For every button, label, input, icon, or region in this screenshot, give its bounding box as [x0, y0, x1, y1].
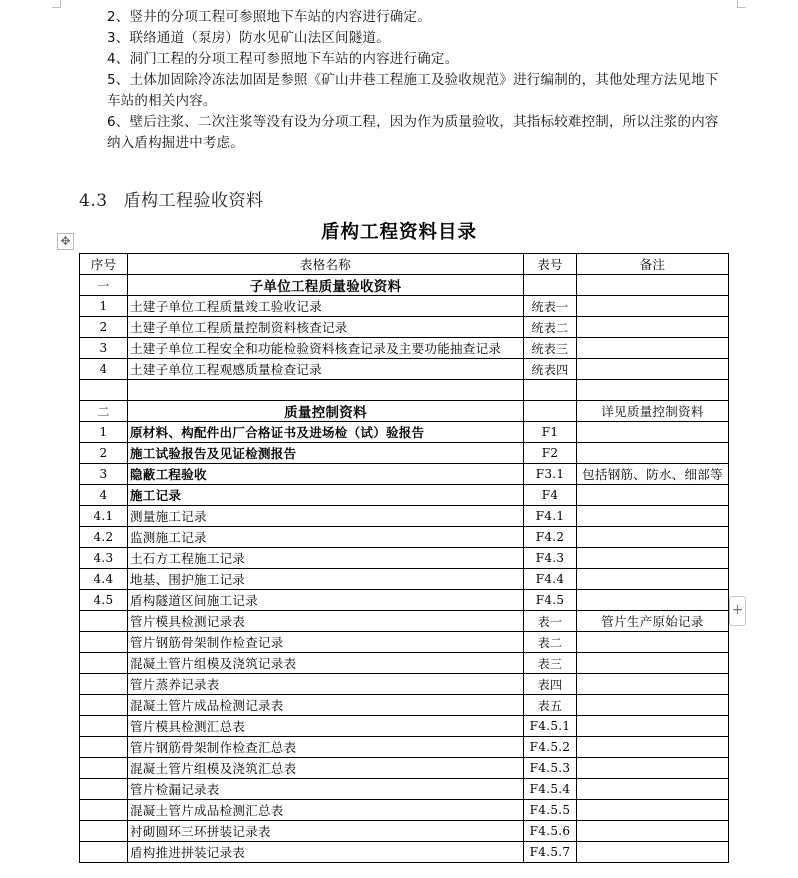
table-row: [80, 527, 729, 548]
cell-note: [577, 443, 729, 464]
cell-name: 混凝土管片成品检测汇总表: [128, 800, 524, 821]
cell-seq: [80, 842, 128, 863]
table-row: [80, 275, 729, 296]
cell-code: F1: [524, 422, 577, 443]
cell-note: [577, 527, 729, 548]
table-row: [80, 716, 729, 737]
cell-name: 原材料、构配件出厂合格证书及进场检（试）验报告: [128, 422, 524, 443]
table-title: 盾构工程资料目录: [320, 222, 477, 243]
section-heading: [79, 186, 264, 211]
cell-seq: 4: [80, 359, 128, 380]
cell-seq: [80, 821, 128, 842]
cell-name: 土石方工程施工记录: [128, 548, 524, 569]
cell-note: [577, 758, 729, 779]
table-row: [80, 737, 729, 758]
cell-note: [577, 548, 729, 569]
cell-name: 土建子单位工程质量竣工验收记录: [128, 296, 524, 317]
cell-name: 施工试验报告及见证检测报告: [128, 443, 524, 464]
cell-seq: [80, 695, 128, 716]
cell-seq: 4: [80, 485, 128, 506]
table-row: [80, 758, 729, 779]
cell-code: [524, 275, 577, 296]
cell-code: 表四: [524, 674, 577, 695]
cell-note: [577, 737, 729, 758]
cell-seq: 2: [80, 317, 128, 338]
crop-mark-top-right: [737, 0, 746, 8]
cell-note: [577, 716, 729, 737]
section-number: 4.3: [79, 191, 108, 211]
cell-note: [577, 485, 729, 506]
cell-note: [577, 674, 729, 695]
cell-name: 管片蒸养记录表: [128, 674, 524, 695]
cell-code: 统表一: [524, 296, 577, 317]
table-row: [80, 443, 729, 464]
cell-seq: 4.3: [80, 548, 128, 569]
paragraph-2: 2、竖井的分项工程可参照地下车站的内容进行确定。: [107, 9, 431, 25]
cell-seq: [80, 653, 128, 674]
cell-note: [577, 275, 729, 296]
cell-code: 表五: [524, 695, 577, 716]
cell-name: 监测施工记录: [128, 527, 524, 548]
cell-note: [577, 380, 729, 401]
cell-code: F4.5.3: [524, 758, 577, 779]
cell-seq: 4.5: [80, 590, 128, 611]
cell-name: 地基、围护施工记录: [128, 569, 524, 590]
cell-name: 管片钢筋骨架制作检查记录: [128, 632, 524, 653]
cell-note: 包括钢筋、防水、细部等: [577, 464, 729, 485]
table-row: [80, 611, 729, 632]
cell-note: [577, 569, 729, 590]
move-arrows-icon[interactable]: ✥: [57, 233, 74, 250]
cell-note: [577, 821, 729, 842]
cell-code: F4.5.7: [524, 842, 577, 863]
table-row: [80, 464, 729, 485]
cell-seq: [80, 674, 128, 695]
cell-name: 管片模具检测汇总表: [128, 716, 524, 737]
cell-seq: 二: [80, 401, 128, 422]
table-row: [80, 821, 729, 842]
cell-code: F4.4: [524, 569, 577, 590]
cell-note: [577, 632, 729, 653]
cell-seq: [80, 779, 128, 800]
cell-note: 详见质量控制资料: [577, 401, 729, 422]
cell-code: F4.5.6: [524, 821, 577, 842]
cell-code: F4: [524, 485, 577, 506]
table-row: [80, 800, 729, 821]
table-body: [80, 275, 729, 863]
cell-note: [577, 695, 729, 716]
paragraph-6: 6、壁后注浆、二次注浆等没有设为分项工程，因为作为质量验收，其指标较难控制，所以注浆的内容纳入盾构掘进中考虑。: [107, 114, 719, 151]
cell-name: 混凝土管片组模及浇筑汇总表: [128, 758, 524, 779]
cell-name: 盾构隧道区间施工记录: [128, 590, 524, 611]
cell-note: [577, 506, 729, 527]
cell-note: [577, 590, 729, 611]
table-row: [80, 338, 729, 359]
paragraph-5: 5、土体加固除冷冻法加固是参照《矿山井巷工程施工及验收规范》进行编制的，其他处理方法见地下车站的相关内容。: [107, 72, 719, 109]
cell-note: [577, 653, 729, 674]
table-row: [80, 317, 729, 338]
cell-name: 土建子单位工程安全和功能检验资料核查记录及主要功能抽查记录: [128, 338, 524, 359]
cell-name: 衬砌圆环三环拼装记录表: [128, 821, 524, 842]
cell-code: F4.5.2: [524, 737, 577, 758]
table-row: [80, 632, 729, 653]
header-seq: 序号: [80, 254, 128, 275]
cell-seq: [80, 380, 128, 401]
cell-name: 混凝土管片成品检测记录表: [128, 695, 524, 716]
cell-code: 表三: [524, 653, 577, 674]
cell-note: [577, 296, 729, 317]
section-title: 盾构工程验收资料: [123, 191, 264, 211]
cell-note: [577, 359, 729, 380]
cell-code: F4.1: [524, 506, 577, 527]
plus-icon[interactable]: +: [729, 596, 746, 626]
cell-seq: [80, 611, 128, 632]
cell-seq: [80, 716, 128, 737]
cell-code: F4.2: [524, 527, 577, 548]
cell-seq: [80, 632, 128, 653]
cell-code: F2: [524, 443, 577, 464]
cell-name: 土建子单位工程观感质量检查记录: [128, 359, 524, 380]
cell-name: 测量施工记录: [128, 506, 524, 527]
table-row: [80, 842, 729, 863]
table-row: [80, 296, 729, 317]
cell-code: F3.1: [524, 464, 577, 485]
cell-code: [524, 401, 577, 422]
cell-code: 统表四: [524, 359, 577, 380]
cell-code: F4.3: [524, 548, 577, 569]
cell-code: F4.5: [524, 590, 577, 611]
cell-name: 管片检漏记录表: [128, 779, 524, 800]
cell-seq: 1: [80, 422, 128, 443]
cell-seq: 4.4: [80, 569, 128, 590]
cell-seq: 4.1: [80, 506, 128, 527]
cell-code: 统表三: [524, 338, 577, 359]
cell-code: 表二: [524, 632, 577, 653]
header-note: 备注: [577, 254, 729, 275]
table-row: [80, 485, 729, 506]
cell-code: 表一: [524, 611, 577, 632]
table-row: [80, 359, 729, 380]
table-header-row: [80, 254, 729, 275]
cell-note: [577, 317, 729, 338]
cell-seq: 1: [80, 296, 128, 317]
table-row: [80, 548, 729, 569]
table-row: [80, 674, 729, 695]
cell-name: 土建子单位工程质量控制资料核查记录: [128, 317, 524, 338]
table-row: [80, 506, 729, 527]
cell-note: 管片生产原始记录: [577, 611, 729, 632]
table-row: [80, 590, 729, 611]
cell-seq: 3: [80, 338, 128, 359]
cell-note: [577, 842, 729, 863]
cell-name: 盾构推进拼装记录表: [128, 842, 524, 863]
cell-note: [577, 422, 729, 443]
cell-code: F4.5.1: [524, 716, 577, 737]
paragraph-3: 3、联络通道（泵房）防水见矿山法区间隧道。: [107, 30, 390, 46]
cell-name: 管片钢筋骨架制作检查汇总表: [128, 737, 524, 758]
cell-name: 施工记录: [128, 485, 524, 506]
cell-seq: [80, 758, 128, 779]
cell-seq: [80, 737, 128, 758]
paragraph-4: 4、洞门工程的分项工程可参照地下车站的内容进行确定。: [107, 51, 459, 67]
table-row: [80, 695, 729, 716]
cell-name: 隐蔽工程验收: [128, 464, 524, 485]
table-row: [80, 380, 729, 401]
cell-name: 子单位工程质量验收资料: [128, 275, 524, 296]
cell-name: 管片模具检测记录表: [128, 611, 524, 632]
table-row: [80, 569, 729, 590]
cell-code: F4.5.4: [524, 779, 577, 800]
cell-code: [524, 380, 577, 401]
table-row: [80, 653, 729, 674]
cell-name: 混凝土管片组模及浇筑记录表: [128, 653, 524, 674]
crop-mark-top-left: [52, 0, 61, 8]
cell-code: F4.5.5: [524, 800, 577, 821]
table-row: [80, 779, 729, 800]
cell-seq: 4.2: [80, 527, 128, 548]
cell-seq: [80, 800, 128, 821]
cell-name: [128, 380, 524, 401]
cell-seq: 3: [80, 464, 128, 485]
header-name: 表格名称: [128, 254, 524, 275]
catalog-table: [79, 253, 729, 863]
cell-seq: 2: [80, 443, 128, 464]
cell-note: [577, 338, 729, 359]
header-code: 表号: [524, 254, 577, 275]
cell-note: [577, 800, 729, 821]
cell-seq: 一: [80, 275, 128, 296]
table-row: [80, 422, 729, 443]
cell-name: 质量控制资料: [128, 401, 524, 422]
cell-code: 统表二: [524, 317, 577, 338]
table-row: [80, 401, 729, 422]
cell-note: [577, 779, 729, 800]
